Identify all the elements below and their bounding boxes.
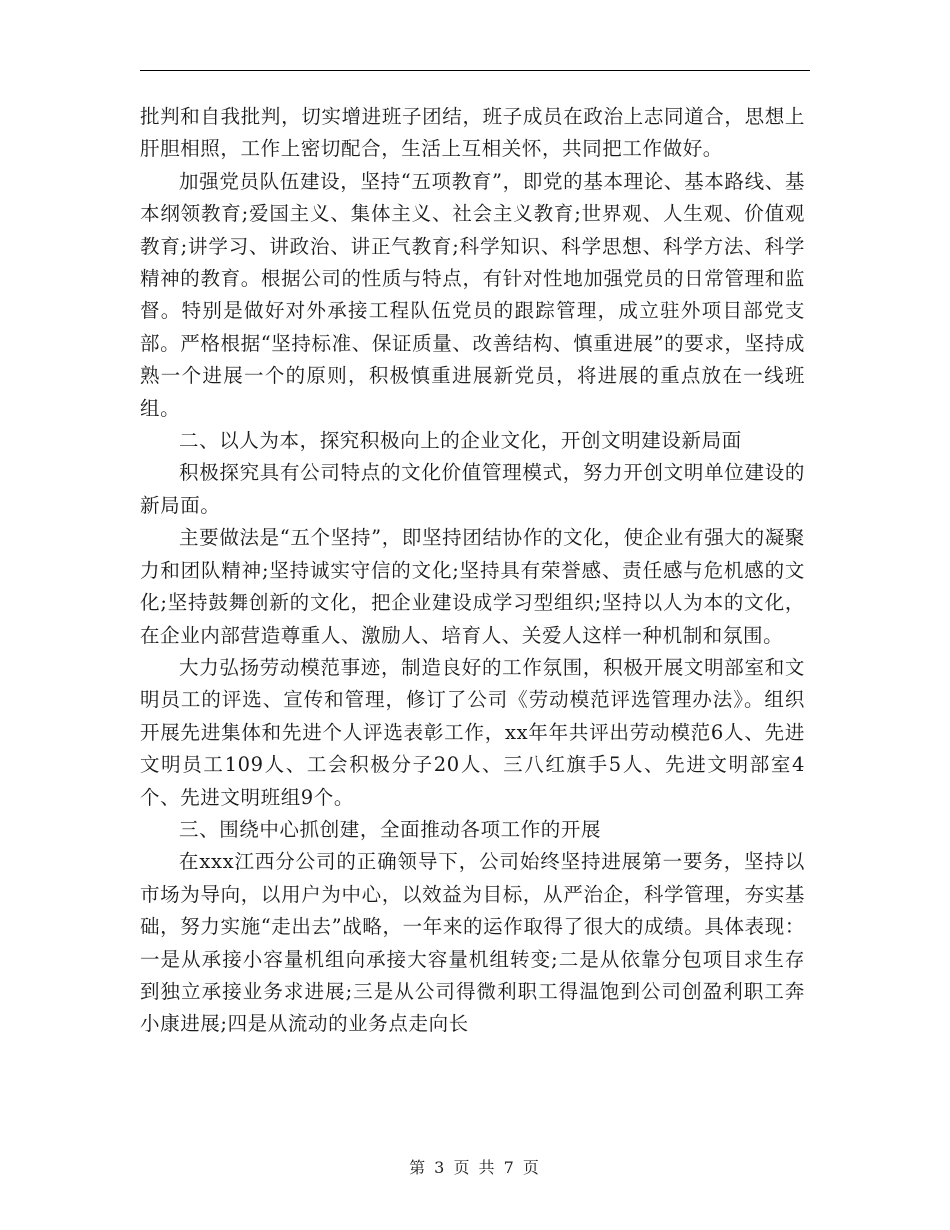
- section-heading-2: 二、以人为本，探究积极向上的企业文化，开创文明建设新局面: [179, 429, 742, 453]
- paragraph-1: 批判和自我批判，切实增进班子团结，班子成员在政治上志同道合，思想上肝胆相照，工作上密切配合，生活上互相关怀，共同把工作做好。: [140, 105, 805, 161]
- page-number-footer: 第 3 页 共 7 页: [409, 1158, 541, 1177]
- document-body: [140, 101, 805, 1041]
- paragraph-2: 加强党员队伍建设，坚持“五项教育”，即党的基本理论、基本路线、基本纲领教育;爱国主义、集体主义、社会主义教育;世界观、人生观、价值观教育;讲学习、讲政治、讲正气教育;科学知识、科学思想、科学方法、科学精神的教育。根据公司的性质与特点，有针对性地加强党员的日常管理和监督。特别是做好对外承接工程队伍党员的跟踪管理，成立驻外项目部党支部。严格根据“坚持标准、保证质量、改善结构、慎重进展”的要求，坚持成熟一个进展一个的原则，积极慎重进展新党员，将进展的重点放在一线班组。: [140, 169, 805, 420]
- paragraph-5: 大力弘扬劳动模范事迹，制造良好的工作氛围，积极开展文明部室和文明员工的评选、宣传和管理，修订了公司《劳动模范评选管理办法》。组织开展先进集体和先进个人评选表彰工作，xx年年共评出劳动模范6人、先进文明员工109人、工会积极分子20人、三八红旗手5人、先进文明部室4个、先进文明班组9个。: [140, 655, 805, 809]
- paragraph-3: 积极探究具有公司特点的文化价值管理模式，努力开创文明单位建设的新局面。: [140, 461, 805, 517]
- paragraph-4: 主要做法是“五个坚持”，即坚持团结协作的文化，使企业有强大的凝聚力和团队精神;坚持诚实守信的文化;坚持具有荣誉感、责任感与危机感的文化;坚持鼓舞创新的文化，把企业建设成学习型组织;坚持以人为本的文化，在企业内部营造尊重人、激励人、培育人、关爱人这样一种机制和氛围。: [140, 526, 805, 647]
- section-heading-3: 三、围绕中心抓创建，全面推动各项工作的开展: [179, 817, 602, 841]
- header-rule: [140, 70, 810, 71]
- paragraph-6: 在xxx江西分公司的正确领导下，公司始终坚持进展第一要务，坚持以市场为导向，以用户为中心，以效益为目标，从严治企，科学管理，夯实基础，努力实施“走出去”战略，一年来的运作取得了很大的成绩。具体表现：一是从承接小容量机组向承接大容量机组转变;二是从依靠分包项目求生存到独立承接业务求进展;三是从公司得微利职工得温饱到公司创盈利职工奔小康进展;四是从流动的业务点走向长: [140, 850, 805, 1036]
